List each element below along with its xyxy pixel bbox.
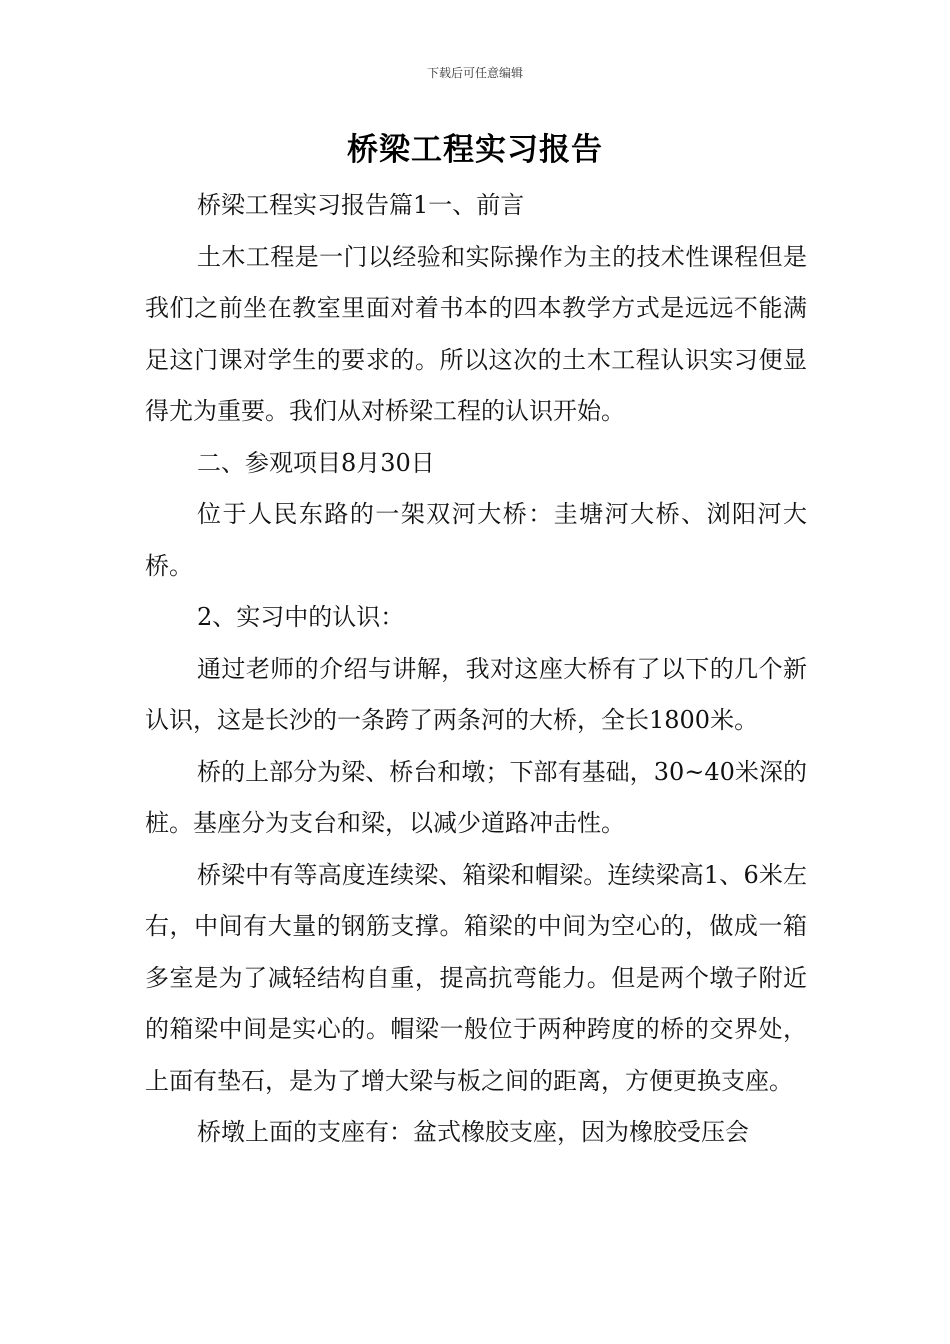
paragraph-bridge-overview: 通过老师的介绍与讲解，我对这座大桥有了以下的几个新认识，这是长沙的一条跨了两条河的大桥，全长1800米。 [145,654,807,734]
paragraph-intro-heading: 桥梁工程实习报告篇1一、前言 [197,191,525,219]
paragraph-bridge-location: 位于人民东路的一架双河大桥：圭塘河大桥、浏阳河大桥。 [145,500,807,580]
document-title: 桥梁工程实习报告 [347,132,603,168]
paragraph-bearings: 桥墩上面的支座有：盆式橡胶支座，因为橡胶受压会 [197,1118,749,1146]
paragraph-bridge-structure: 桥的上部分为梁、桥台和墩；下部有基础，30~40米深的桩。基座分为支台和梁，以减少道路冲击性。 [145,757,807,837]
header-note: 下载后可任意编辑 [426,66,523,80]
paragraph-beam-types: 桥梁中有等高度连续梁、箱梁和帽梁。连续梁高1、6米左右，中间有大量的钢筋支撑。箱梁的中间为空心的，做成一箱多室是为了减轻结构自重，提高抗弯能力。但是两个墩子附近的箱梁中间是实心的。帽梁一般位于两种跨度的桥的交界处，上面有垫石，是为了增大梁与板之间的距离，方便更换支座。 [145,860,807,1095]
document-body [145,180,807,1159]
paragraph-understanding-heading: 2、实习中的认识： [197,603,405,631]
paragraph-visit-heading: 二、参观项目8月30日 [197,448,435,477]
paragraph-preface: 土木工程是一门以经验和实际操作为主的技术性课程但是我们之前坐在教室里面对着书本的四本教学方式是远远不能满足这门课对学生的要求的。所以这次的土木工程认识实习便显得尤为重要。我们从对桥梁工程的认识开始。 [145,242,807,425]
